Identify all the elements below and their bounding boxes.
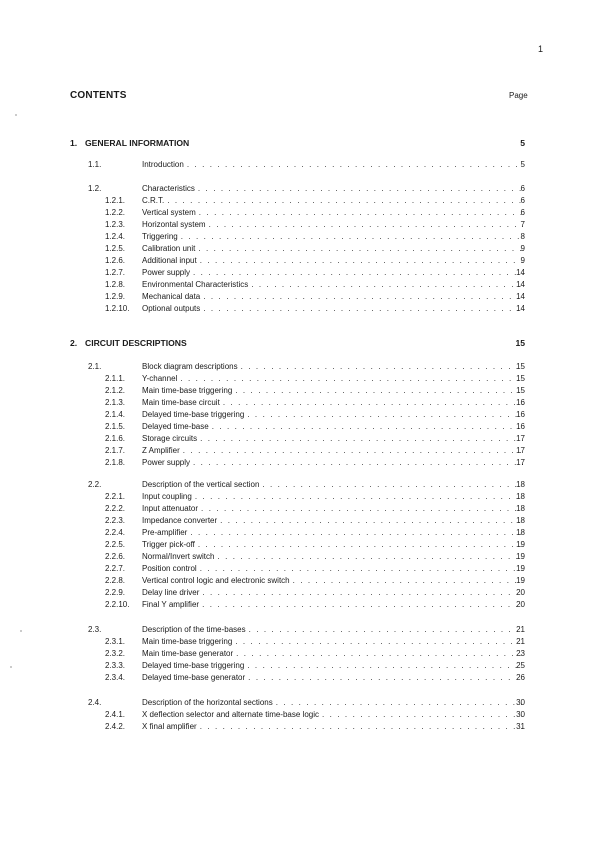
- toc-page-number: 5: [520, 160, 525, 169]
- toc-page-number: 18: [516, 528, 525, 537]
- toc-page-number: 16: [516, 398, 525, 407]
- page-column-label: Page: [509, 91, 528, 100]
- toc-title: Main time-base generator: [142, 649, 234, 658]
- toc-title-line: [142, 660, 523, 672]
- toc-title: Vertical system: [142, 208, 196, 217]
- toc-title-line: [142, 587, 523, 599]
- toc-entry: [0, 551, 595, 563]
- toc-number: 2.2.4.: [105, 528, 126, 537]
- toc-title-line: [142, 551, 523, 563]
- toc-title-line: [142, 433, 523, 445]
- toc-title: Power supply: [142, 268, 191, 277]
- toc-entry: [0, 697, 595, 709]
- toc-entry: [0, 709, 595, 721]
- dot-leader: [322, 709, 523, 721]
- toc-title-line: [142, 421, 523, 433]
- toc-page-number: 30: [516, 698, 525, 707]
- toc-entry: [0, 409, 595, 421]
- dot-leader: [248, 672, 523, 684]
- toc-page-number: 31: [516, 722, 525, 731]
- dot-leader: [181, 231, 523, 243]
- toc-entry: [0, 636, 595, 648]
- toc-number: 1.2.4.: [105, 232, 126, 241]
- toc-title: Optional outputs: [142, 304, 201, 313]
- toc-title: Storage circuits: [142, 434, 198, 443]
- toc-number: 1.2.: [88, 184, 102, 193]
- toc-entry: [0, 721, 595, 733]
- toc-page-number: 20: [516, 588, 525, 597]
- toc-page-number: 21: [516, 625, 525, 634]
- toc-title: Delayed time-base triggering: [142, 661, 245, 670]
- toc-entry: [0, 385, 595, 397]
- toc-entry: [0, 373, 595, 385]
- dot-leader: [235, 385, 523, 397]
- toc-title-line: [142, 207, 523, 219]
- toc-title: Pre-amplifier: [142, 528, 188, 537]
- toc-title-line: [142, 243, 523, 255]
- toc-title: Mechanical data: [142, 292, 201, 301]
- toc-page-number: 15: [516, 362, 525, 371]
- dot-leader: [198, 183, 523, 195]
- dot-leader: [241, 361, 523, 373]
- toc-page-number: 9: [520, 256, 525, 265]
- dot-leader: [201, 503, 523, 515]
- toc-title: Y-channel: [142, 374, 178, 383]
- toc-chapter-title: CIRCUIT DESCRIPTIONS: [85, 338, 187, 348]
- toc-title-line: [142, 361, 523, 373]
- toc-page-number: 30: [516, 710, 525, 719]
- toc-number: 2.1.4.: [105, 410, 126, 419]
- dot-leader: [217, 551, 523, 563]
- toc-title-line: [142, 527, 523, 539]
- toc-title: Description of the horizontal sections: [142, 698, 273, 707]
- toc-entry: [0, 503, 595, 515]
- toc-entry: [0, 479, 595, 491]
- toc-entry: [0, 648, 595, 660]
- toc-page-number: 6: [520, 208, 525, 217]
- toc-number: 2.4.2.: [105, 722, 126, 731]
- toc-title: Additional input: [142, 256, 197, 265]
- toc-page-number: 18: [516, 516, 525, 525]
- dot-leader: [200, 721, 523, 733]
- toc-page-number: 18: [516, 492, 525, 501]
- dot-leader: [190, 527, 523, 539]
- toc-title: X deflection selector and alternate time-base logic: [142, 710, 319, 719]
- toc-title: Calibration unit: [142, 244, 196, 253]
- toc-title-line: [142, 409, 523, 421]
- toc-page-number: 14: [516, 304, 525, 313]
- toc-title: Delayed time-base triggering: [142, 410, 245, 419]
- toc-title: Description of the time-bases: [142, 625, 246, 634]
- toc-number: 2.1.2.: [105, 386, 126, 395]
- toc-page-number: 15: [516, 386, 525, 395]
- toc-entry: [0, 267, 595, 279]
- toc-title-line: [142, 648, 523, 660]
- dot-leader: [276, 697, 523, 709]
- toc-title-line: [142, 515, 523, 527]
- toc-title-line: [142, 672, 523, 684]
- dot-leader: [198, 539, 523, 551]
- toc-page-number: 19: [516, 564, 525, 573]
- toc-number: 2.1.7.: [105, 446, 126, 455]
- toc-number: 2.2.6.: [105, 552, 126, 561]
- toc-title: Input attenuator: [142, 504, 199, 513]
- toc-entry: [0, 575, 595, 587]
- dot-leader: [200, 255, 523, 267]
- toc-number: 2.: [70, 338, 78, 348]
- toc-number: 2.4.: [88, 698, 102, 707]
- toc-number: 2.2.10.: [105, 600, 130, 609]
- toc-title: Main time-base circuit: [142, 398, 220, 407]
- toc-entry: [0, 397, 595, 409]
- dot-leader: [167, 195, 523, 207]
- toc-page-number: 14: [516, 268, 525, 277]
- toc-entry: [0, 457, 595, 469]
- toc-title-line: [142, 457, 523, 469]
- dot-leader: [203, 291, 523, 303]
- toc-title: C.R.T.: [142, 196, 165, 205]
- toc-entry: [0, 303, 595, 315]
- toc-number: 2.2.3.: [105, 516, 126, 525]
- toc-title: Position control: [142, 564, 197, 573]
- toc-entry: [0, 255, 595, 267]
- toc-title: Normal/Invert switch: [142, 552, 215, 561]
- toc-title-line: [142, 539, 523, 551]
- dot-leader: [209, 219, 523, 231]
- toc-title-line: [142, 636, 523, 648]
- toc-chapter: [0, 137, 595, 149]
- toc-number: 2.2.9.: [105, 588, 126, 597]
- toc-title: Environmental Characteristics: [142, 280, 249, 289]
- toc-title: Final Y amplifier: [142, 600, 200, 609]
- toc-page-number: 9: [520, 244, 525, 253]
- toc-number: 2.2.8.: [105, 576, 126, 585]
- dot-leader: [183, 445, 523, 457]
- toc-title-line: [142, 503, 523, 515]
- toc-page-number: 21: [516, 637, 525, 646]
- dot-leader: [251, 279, 523, 291]
- dot-leader: [220, 515, 523, 527]
- toc-entry: [0, 361, 595, 373]
- toc-page-number: 16: [516, 410, 525, 419]
- contents-title: CONTENTS: [70, 90, 127, 101]
- toc-number: 1.2.7.: [105, 268, 126, 277]
- dot-leader: [198, 243, 523, 255]
- toc-title: Characteristics: [142, 184, 195, 193]
- dot-leader: [193, 267, 523, 279]
- toc-page-number: 19: [516, 552, 525, 561]
- toc-number: 1.: [70, 138, 78, 148]
- toc-page-number: 20: [516, 600, 525, 609]
- toc-title-line: [142, 267, 523, 279]
- dot-leader: [235, 636, 523, 648]
- toc-number: 2.1.3.: [105, 398, 126, 407]
- toc-entry: [0, 599, 595, 611]
- toc-title-line: [142, 303, 523, 315]
- toc-number: 2.1.5.: [105, 422, 126, 431]
- toc-title-line: [142, 195, 523, 207]
- toc-title-line: [142, 397, 523, 409]
- toc-entry: [0, 291, 595, 303]
- toc-chapter-title: GENERAL INFORMATION: [85, 138, 190, 148]
- toc-page-number: 23: [516, 649, 525, 658]
- toc-title: Main time-base triggering: [142, 637, 233, 646]
- toc-number: 1.1.: [88, 160, 102, 169]
- toc-number: 2.4.1.: [105, 710, 126, 719]
- toc-entry: [0, 279, 595, 291]
- dot-leader: [212, 421, 523, 433]
- dot-leader: [236, 648, 523, 660]
- toc-number: 2.1.6.: [105, 434, 126, 443]
- toc-page-number: 18: [516, 480, 525, 489]
- toc-entry: [0, 491, 595, 503]
- dot-leader: [202, 587, 523, 599]
- toc-entry: [0, 195, 595, 207]
- dot-leader: [180, 373, 523, 385]
- toc-title-line: [142, 445, 523, 457]
- toc-entry: [0, 563, 595, 575]
- toc-title: Triggering: [142, 232, 178, 241]
- toc-chapter: [0, 337, 595, 349]
- toc-title-line: [142, 697, 523, 709]
- toc-title-line: [142, 599, 523, 611]
- toc-entry: [0, 539, 595, 551]
- toc-number: 2.2.7.: [105, 564, 126, 573]
- dot-leader: [247, 660, 523, 672]
- toc-number: 1.2.3.: [105, 220, 126, 229]
- toc-number: 1.2.2.: [105, 208, 126, 217]
- toc-title: Input coupling: [142, 492, 192, 501]
- toc-title: Vertical control logic and electronic switch: [142, 576, 290, 585]
- toc-number: 2.3.2.: [105, 649, 126, 658]
- toc-title: Delayed time-base generator: [142, 673, 246, 682]
- toc-page-number: 17: [516, 446, 525, 455]
- toc-title-line: [142, 183, 523, 195]
- dot-leader: [247, 409, 523, 421]
- dot-leader: [262, 479, 523, 491]
- toc-page-number: 6: [520, 196, 525, 205]
- toc-title-line: [142, 385, 523, 397]
- toc-page-number: 15: [516, 374, 525, 383]
- toc-number: 2.1.8.: [105, 458, 126, 467]
- toc-page-number: 5: [520, 138, 525, 148]
- toc-number: 2.3.1.: [105, 637, 126, 646]
- toc-title: Horizontal system: [142, 220, 206, 229]
- toc-number: 1.2.1.: [105, 196, 126, 205]
- toc-number: 2.2.: [88, 480, 102, 489]
- toc-page-number: 7: [520, 220, 525, 229]
- toc-page-number: 17: [516, 434, 525, 443]
- toc-entry: [0, 660, 595, 672]
- toc-number: 1.2.5.: [105, 244, 126, 253]
- toc-number: 2.1.1.: [105, 374, 126, 383]
- toc-number: 1.2.6.: [105, 256, 126, 265]
- toc-page-number: 17: [516, 458, 525, 467]
- dot-leader: [200, 563, 523, 575]
- toc-title-line: [142, 575, 523, 587]
- dot-leader: [187, 159, 523, 171]
- toc-number: 2.2.5.: [105, 540, 126, 549]
- toc-title: Introduction: [142, 160, 184, 169]
- toc-title-line: [142, 231, 523, 243]
- page-number: 1: [538, 44, 544, 54]
- toc-page-number: 26: [516, 673, 525, 682]
- toc-title-line: [142, 479, 523, 491]
- toc-page-number: 14: [516, 292, 525, 301]
- toc-number: 2.3.3.: [105, 661, 126, 670]
- toc-title: Z Amplifier: [142, 446, 180, 455]
- dot-leader: [223, 397, 523, 409]
- toc-title: X final amplifier: [142, 722, 197, 731]
- toc-title: Main time-base triggering: [142, 386, 233, 395]
- toc-entry: [0, 515, 595, 527]
- toc-page-number: 6: [520, 184, 525, 193]
- toc-entry: [0, 624, 595, 636]
- toc-number: 2.3.4.: [105, 673, 126, 682]
- dot-leader: [193, 457, 523, 469]
- toc-entry: [0, 243, 595, 255]
- toc-number: 2.2.1.: [105, 492, 126, 501]
- toc-page-number: 19: [516, 576, 525, 585]
- toc-number: 2.3.: [88, 625, 102, 634]
- toc-entry: [0, 421, 595, 433]
- toc-title: Delayed time-base: [142, 422, 209, 431]
- toc-number: 2.2.2.: [105, 504, 126, 513]
- toc-title: Trigger pick-off: [142, 540, 195, 549]
- toc-page-number: 15: [515, 338, 525, 348]
- toc-number: 2.1.: [88, 362, 102, 371]
- toc-entry: [0, 231, 595, 243]
- toc-title-line: [142, 373, 523, 385]
- dot-leader: [203, 303, 523, 315]
- toc-title: Impedance converter: [142, 516, 218, 525]
- dot-leader: [249, 624, 523, 636]
- toc-entry: [0, 527, 595, 539]
- toc-entry: [0, 207, 595, 219]
- toc-title-line: [142, 291, 523, 303]
- toc-title: Description of the vertical section: [142, 480, 260, 489]
- toc-entry: [0, 587, 595, 599]
- toc-number: 1.2.9.: [105, 292, 126, 301]
- dot-leader: [195, 491, 523, 503]
- toc-title-line: [142, 721, 523, 733]
- toc-title-line: [142, 219, 523, 231]
- toc-title: Block diagram descriptions: [142, 362, 238, 371]
- toc-title-line: [142, 255, 523, 267]
- toc-title-line: [142, 279, 523, 291]
- toc-number: 1.2.10.: [105, 304, 130, 313]
- toc-entry: [0, 672, 595, 684]
- toc-page-number: 14: [516, 280, 525, 289]
- toc-page-number: 8: [520, 232, 525, 241]
- toc-page-number: 16: [516, 422, 525, 431]
- toc-title-line: [142, 709, 523, 721]
- toc-title-line: [142, 563, 523, 575]
- dot-leader: [293, 575, 523, 587]
- toc-title-line: [142, 491, 523, 503]
- toc-entry: [0, 159, 595, 171]
- toc-title-line: [142, 159, 523, 171]
- toc-title: Power supply: [142, 458, 191, 467]
- toc-page-number: 18: [516, 504, 525, 513]
- toc-page-number: 19: [516, 540, 525, 549]
- dot-leader: [200, 433, 523, 445]
- toc-entry: [0, 445, 595, 457]
- toc-page-number: 25: [516, 661, 525, 670]
- toc-entry: [0, 183, 595, 195]
- toc-number: 1.2.8.: [105, 280, 126, 289]
- dot-leader: [202, 599, 523, 611]
- toc-title: Delay line driver: [142, 588, 200, 597]
- toc-entry: [0, 433, 595, 445]
- toc-entry: [0, 219, 595, 231]
- dot-leader: [199, 207, 523, 219]
- toc-title-line: [142, 624, 523, 636]
